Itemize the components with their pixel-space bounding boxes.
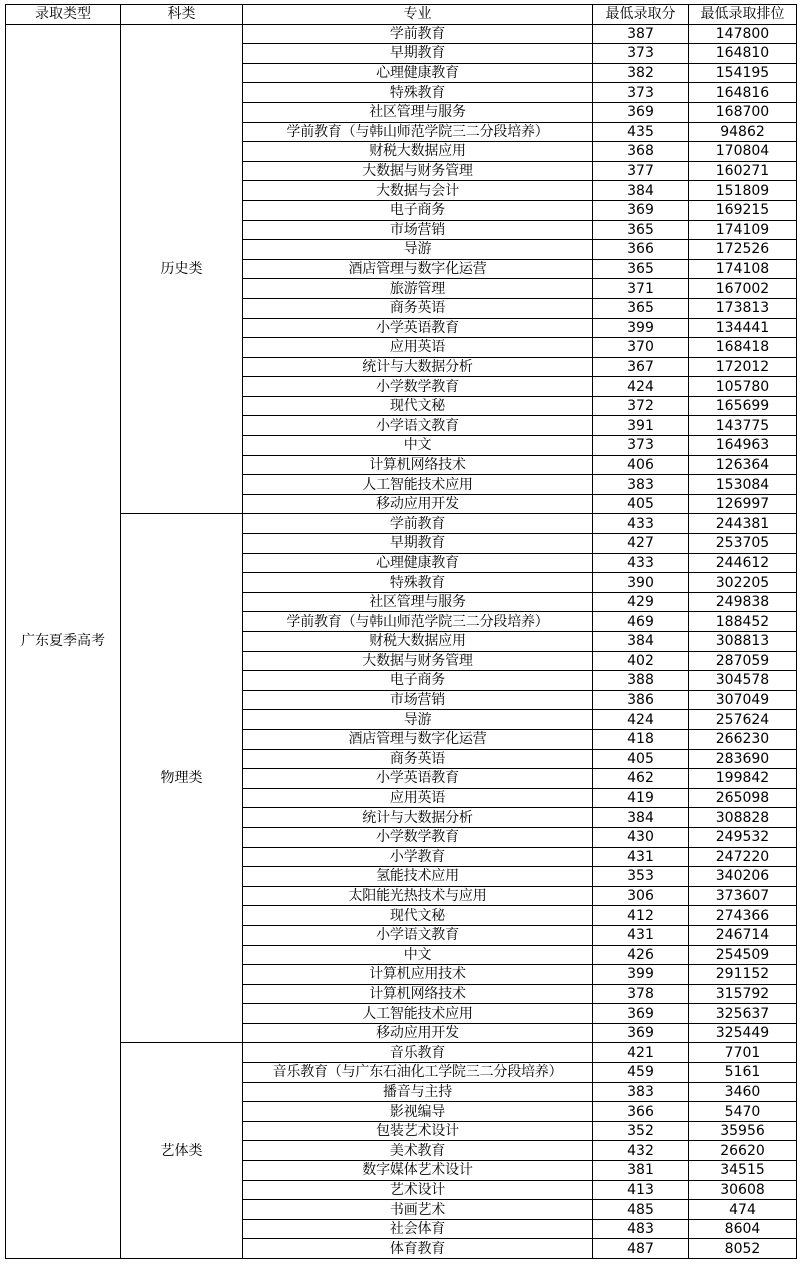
min-score-cell: 433 (593, 553, 689, 573)
major-cell: 小学数学教育 (243, 377, 593, 397)
major-cell: 酒店管理与数字化运营 (243, 259, 593, 279)
min-rank-cell: 174108 (689, 259, 797, 279)
min-score-cell: 368 (593, 142, 689, 162)
min-score-cell: 373 (593, 83, 689, 103)
major-cell: 商务英语 (243, 749, 593, 769)
min-rank-cell: 308828 (689, 808, 797, 828)
major-cell: 移动应用开发 (243, 494, 593, 514)
major-cell: 影视编导 (243, 1102, 593, 1122)
table-row (6, 1043, 797, 1063)
min-score-cell: 369 (593, 200, 689, 220)
min-rank-cell: 307049 (689, 690, 797, 710)
min-score-cell: 487 (593, 1239, 689, 1259)
major-cell: 计算机网络技术 (243, 984, 593, 1004)
min-rank-cell: 160271 (689, 161, 797, 181)
major-cell: 现代文秘 (243, 396, 593, 416)
min-score-cell: 366 (593, 240, 689, 260)
min-rank-cell: 168418 (689, 338, 797, 358)
min-rank-cell: 173813 (689, 298, 797, 318)
major-cell: 包装艺术设计 (243, 1121, 593, 1141)
min-score-cell: 418 (593, 729, 689, 749)
min-rank-cell: 302205 (689, 573, 797, 593)
min-score-cell: 384 (593, 632, 689, 652)
min-score-cell: 419 (593, 788, 689, 808)
min-score-cell: 430 (593, 827, 689, 847)
major-cell: 小学英语教育 (243, 769, 593, 789)
min-score-cell: 432 (593, 1141, 689, 1161)
min-score-cell: 462 (593, 769, 689, 789)
major-cell: 应用英语 (243, 788, 593, 808)
min-score-cell: 365 (593, 298, 689, 318)
min-score-cell: 399 (593, 965, 689, 985)
major-cell: 艺术设计 (243, 1180, 593, 1200)
min-rank-cell: 126997 (689, 494, 797, 514)
min-rank-cell: 165699 (689, 396, 797, 416)
major-cell: 音乐教育 (243, 1043, 593, 1063)
major-cell: 心理健康教育 (243, 63, 593, 83)
min-score-cell: 388 (593, 671, 689, 691)
major-cell: 书画艺术 (243, 1200, 593, 1220)
major-cell: 体育教育 (243, 1239, 593, 1259)
major-cell: 社区管理与服务 (243, 102, 593, 122)
major-cell: 心理健康教育 (243, 553, 593, 573)
min-rank-cell: 244381 (689, 514, 797, 534)
min-rank-cell: 308813 (689, 632, 797, 652)
min-score-cell: 381 (593, 1161, 689, 1181)
min-score-cell: 424 (593, 710, 689, 730)
min-rank-cell: 34515 (689, 1161, 797, 1181)
min-rank-cell: 151809 (689, 181, 797, 201)
major-cell: 小学教育 (243, 847, 593, 867)
major-cell: 特殊教育 (243, 573, 593, 593)
min-score-cell: 431 (593, 847, 689, 867)
min-score-cell: 485 (593, 1200, 689, 1220)
major-cell: 小学数学教育 (243, 827, 593, 847)
header-category: 科类 (121, 5, 243, 25)
min-score-cell: 352 (593, 1121, 689, 1141)
min-score-cell: 399 (593, 318, 689, 338)
major-cell: 计算机应用技术 (243, 965, 593, 985)
min-score-cell: 353 (593, 867, 689, 887)
min-rank-cell: 274366 (689, 906, 797, 926)
min-score-cell: 387 (593, 24, 689, 44)
major-cell: 财税大数据应用 (243, 142, 593, 162)
min-rank-cell: 172012 (689, 357, 797, 377)
min-score-cell: 373 (593, 436, 689, 456)
major-cell: 电子商务 (243, 671, 593, 691)
major-cell: 酒店管理与数字化运营 (243, 729, 593, 749)
min-score-cell: 386 (593, 690, 689, 710)
table-row (6, 24, 797, 44)
major-cell: 中文 (243, 436, 593, 456)
min-rank-cell: 257624 (689, 710, 797, 730)
table-body (6, 24, 797, 1258)
major-cell: 早期教育 (243, 44, 593, 64)
min-score-cell: 365 (593, 220, 689, 240)
major-cell: 数字媒体艺术设计 (243, 1161, 593, 1181)
min-rank-cell: 315792 (689, 984, 797, 1004)
min-score-cell: 382 (593, 63, 689, 83)
major-cell: 早期教育 (243, 534, 593, 554)
major-cell: 学前教育（与韩山师范学院三二分段培养） (243, 122, 593, 142)
min-rank-cell: 188452 (689, 612, 797, 632)
major-cell: 学前教育（与韩山师范学院三二分段培养） (243, 612, 593, 632)
major-cell: 统计与大数据分析 (243, 808, 593, 828)
major-cell: 大数据与财务管理 (243, 161, 593, 181)
min-score-cell: 365 (593, 259, 689, 279)
table-row (6, 514, 797, 534)
category-cell: 历史类 (121, 24, 243, 514)
major-cell: 小学语文教育 (243, 416, 593, 436)
min-rank-cell: 164816 (689, 83, 797, 103)
category-cell: 物理类 (121, 514, 243, 1043)
min-rank-cell: 5161 (689, 1063, 797, 1083)
min-rank-cell: 30608 (689, 1180, 797, 1200)
min-rank-cell: 105780 (689, 377, 797, 397)
admission-scores-table (5, 4, 797, 1259)
min-rank-cell: 172526 (689, 240, 797, 260)
min-score-cell: 431 (593, 925, 689, 945)
min-rank-cell: 249532 (689, 827, 797, 847)
min-score-cell: 405 (593, 749, 689, 769)
min-score-cell: 373 (593, 44, 689, 64)
major-cell: 太阳能光热技术与应用 (243, 886, 593, 906)
major-cell: 大数据与会计 (243, 181, 593, 201)
major-cell: 财税大数据应用 (243, 632, 593, 652)
major-cell: 学前教育 (243, 24, 593, 44)
min-rank-cell: 254509 (689, 945, 797, 965)
major-cell: 美术教育 (243, 1141, 593, 1161)
min-score-cell: 433 (593, 514, 689, 534)
min-rank-cell: 253705 (689, 534, 797, 554)
min-score-cell: 371 (593, 279, 689, 299)
major-cell: 市场营销 (243, 690, 593, 710)
min-score-cell: 429 (593, 592, 689, 612)
major-cell: 氢能技术应用 (243, 867, 593, 887)
min-rank-cell: 26620 (689, 1141, 797, 1161)
min-rank-cell: 164963 (689, 436, 797, 456)
min-score-cell: 469 (593, 612, 689, 632)
min-score-cell: 306 (593, 886, 689, 906)
min-score-cell: 412 (593, 906, 689, 926)
major-cell: 人工智能技术应用 (243, 1004, 593, 1024)
min-rank-cell: 249838 (689, 592, 797, 612)
min-score-cell: 383 (593, 475, 689, 495)
min-rank-cell: 8052 (689, 1239, 797, 1259)
min-rank-cell: 291152 (689, 965, 797, 985)
min-rank-cell: 167002 (689, 279, 797, 299)
min-rank-cell: 287059 (689, 651, 797, 671)
major-cell: 应用英语 (243, 338, 593, 358)
major-cell: 人工智能技术应用 (243, 475, 593, 495)
min-rank-cell: 373607 (689, 886, 797, 906)
min-score-cell: 372 (593, 396, 689, 416)
admission-type-cell: 广东夏季高考 (6, 24, 121, 1258)
min-score-cell: 413 (593, 1180, 689, 1200)
header-min-rank: 最低录取排位 (689, 5, 797, 25)
major-cell: 中文 (243, 945, 593, 965)
min-score-cell: 483 (593, 1219, 689, 1239)
min-score-cell: 378 (593, 984, 689, 1004)
min-score-cell: 406 (593, 455, 689, 475)
min-rank-cell: 7701 (689, 1043, 797, 1063)
major-cell: 商务英语 (243, 298, 593, 318)
header-admission-type: 录取类型 (6, 5, 121, 25)
min-rank-cell: 126364 (689, 455, 797, 475)
min-score-cell: 435 (593, 122, 689, 142)
major-cell: 统计与大数据分析 (243, 357, 593, 377)
major-cell: 导游 (243, 710, 593, 730)
min-score-cell: 369 (593, 102, 689, 122)
min-rank-cell: 3460 (689, 1082, 797, 1102)
min-rank-cell: 35956 (689, 1121, 797, 1141)
min-rank-cell: 266230 (689, 729, 797, 749)
min-rank-cell: 340206 (689, 867, 797, 887)
min-rank-cell: 474 (689, 1200, 797, 1220)
min-rank-cell: 154195 (689, 63, 797, 83)
min-score-cell: 424 (593, 377, 689, 397)
major-cell: 现代文秘 (243, 906, 593, 926)
major-cell: 旅游管理 (243, 279, 593, 299)
header-major: 专业 (243, 5, 593, 25)
min-rank-cell: 153084 (689, 475, 797, 495)
min-rank-cell: 247220 (689, 847, 797, 867)
min-score-cell: 369 (593, 1004, 689, 1024)
min-rank-cell: 174109 (689, 220, 797, 240)
major-cell: 大数据与财务管理 (243, 651, 593, 671)
major-cell: 社区管理与服务 (243, 592, 593, 612)
major-cell: 学前教育 (243, 514, 593, 534)
major-cell: 音乐教育（与广东石油化工学院三二分段培养） (243, 1063, 593, 1083)
min-rank-cell: 246714 (689, 925, 797, 945)
major-cell: 市场营销 (243, 220, 593, 240)
min-rank-cell: 143775 (689, 416, 797, 436)
min-score-cell: 391 (593, 416, 689, 436)
min-rank-cell: 164810 (689, 44, 797, 64)
min-score-cell: 370 (593, 338, 689, 358)
header-min-score: 最低录取分 (593, 5, 689, 25)
min-rank-cell: 147800 (689, 24, 797, 44)
min-score-cell: 459 (593, 1063, 689, 1083)
min-rank-cell: 265098 (689, 788, 797, 808)
min-score-cell: 402 (593, 651, 689, 671)
category-cell: 艺体类 (121, 1043, 243, 1259)
major-cell: 小学英语教育 (243, 318, 593, 338)
min-score-cell: 390 (593, 573, 689, 593)
min-rank-cell: 244612 (689, 553, 797, 573)
min-score-cell: 367 (593, 357, 689, 377)
min-score-cell: 384 (593, 808, 689, 828)
major-cell: 电子商务 (243, 200, 593, 220)
min-rank-cell: 304578 (689, 671, 797, 691)
major-cell: 播音与主持 (243, 1082, 593, 1102)
min-score-cell: 427 (593, 534, 689, 554)
min-rank-cell: 283690 (689, 749, 797, 769)
min-rank-cell: 5470 (689, 1102, 797, 1122)
min-rank-cell: 8604 (689, 1219, 797, 1239)
min-score-cell: 369 (593, 1023, 689, 1043)
min-rank-cell: 168700 (689, 102, 797, 122)
min-rank-cell: 170804 (689, 142, 797, 162)
min-rank-cell: 169215 (689, 200, 797, 220)
min-score-cell: 421 (593, 1043, 689, 1063)
min-rank-cell: 94862 (689, 122, 797, 142)
major-cell: 社会体育 (243, 1219, 593, 1239)
min-score-cell: 384 (593, 181, 689, 201)
min-rank-cell: 325449 (689, 1023, 797, 1043)
min-score-cell: 366 (593, 1102, 689, 1122)
min-score-cell: 426 (593, 945, 689, 965)
min-rank-cell: 134441 (689, 318, 797, 338)
min-rank-cell: 199842 (689, 769, 797, 789)
major-cell: 计算机网络技术 (243, 455, 593, 475)
major-cell: 移动应用开发 (243, 1023, 593, 1043)
min-score-cell: 377 (593, 161, 689, 181)
min-rank-cell: 325637 (689, 1004, 797, 1024)
min-score-cell: 383 (593, 1082, 689, 1102)
major-cell: 小学语文教育 (243, 925, 593, 945)
major-cell: 导游 (243, 240, 593, 260)
min-score-cell: 405 (593, 494, 689, 514)
header-row (6, 5, 797, 25)
major-cell: 特殊教育 (243, 83, 593, 103)
